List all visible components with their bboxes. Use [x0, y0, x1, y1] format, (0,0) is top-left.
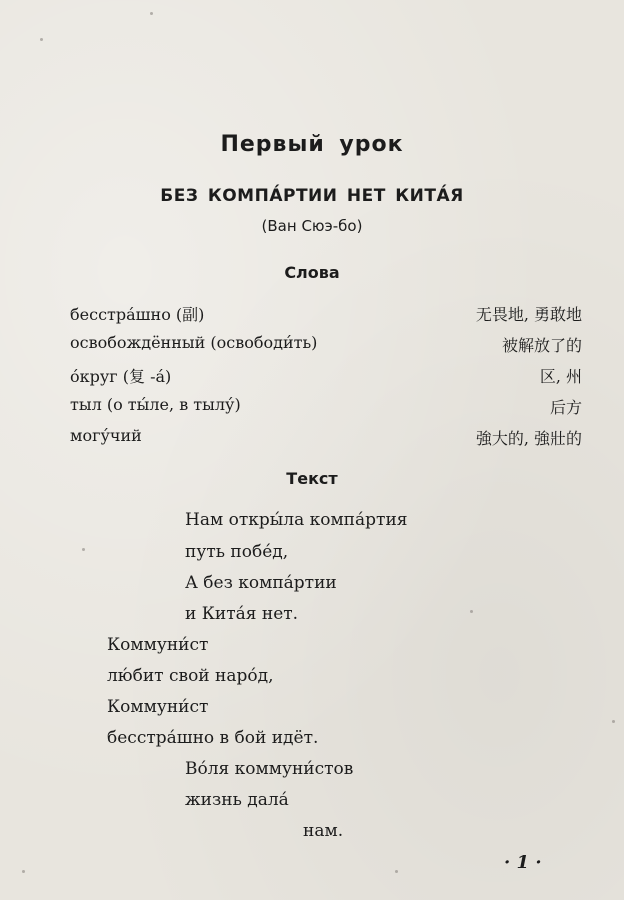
poem-line: бесстра́шно в бой идёт.	[107, 728, 319, 748]
poem-line: лю́бит свой наро́д,	[107, 666, 274, 686]
poem-line: нам.	[303, 821, 344, 841]
vocabulary-heading: Слова	[284, 263, 340, 282]
vocabulary-word: тыл (о ты́ле, в тылу́)	[70, 395, 241, 414]
vocabulary-word: бесстра́шно (副)	[70, 305, 205, 324]
poem-line: путь побе́д,	[185, 542, 289, 562]
vocabulary-list	[70, 300, 582, 455]
poem-author: (Ван Сюэ-бо)	[261, 217, 363, 235]
poem-line: Коммуни́ст	[107, 697, 209, 717]
paper-speck	[150, 12, 153, 15]
text-heading: Текст	[286, 469, 338, 488]
paper-speck	[612, 720, 615, 723]
vocabulary-item	[70, 393, 582, 424]
poem-line: А без компа́ртии	[185, 573, 337, 593]
paper-speck	[82, 548, 85, 551]
poem-line: Во́ля коммуни́стов	[185, 759, 354, 779]
vocabulary-item	[70, 331, 582, 362]
lesson-title: Первый урок	[220, 132, 404, 157]
vocabulary-translation: 后方	[549, 398, 582, 417]
paper-speck	[22, 870, 25, 873]
vocabulary-item	[70, 424, 582, 455]
paper-speck	[40, 38, 43, 41]
vocabulary-translation: 被解放了的	[501, 336, 582, 355]
vocabulary-word: освобождённый (освободи́ть)	[70, 333, 318, 352]
poem-line: Коммуни́ст	[107, 635, 209, 655]
vocabulary-item	[70, 362, 582, 393]
vocabulary-item	[70, 300, 582, 331]
paper-speck	[395, 870, 398, 873]
vocabulary-word: о́круг (复 -а́)	[70, 367, 172, 386]
page-number: · 1 ·	[504, 852, 542, 873]
poem-line: жизнь дала́	[185, 790, 289, 810]
paper-speck	[470, 610, 473, 613]
vocabulary-translation: 区, 州	[539, 367, 582, 386]
vocabulary-translation: 无畏地, 勇敢地	[475, 305, 582, 324]
vocabulary-word: могу́чий	[70, 426, 142, 445]
poem-line: Нам откры́ла компа́ртия	[185, 510, 408, 530]
vocabulary-translation: 強大的, 強壯的	[475, 429, 582, 448]
poem-title: БЕЗ КОМПА́РТИИ НЕТ КИТА́Я	[160, 186, 464, 206]
poem-line: и Кита́я нет.	[185, 604, 299, 624]
